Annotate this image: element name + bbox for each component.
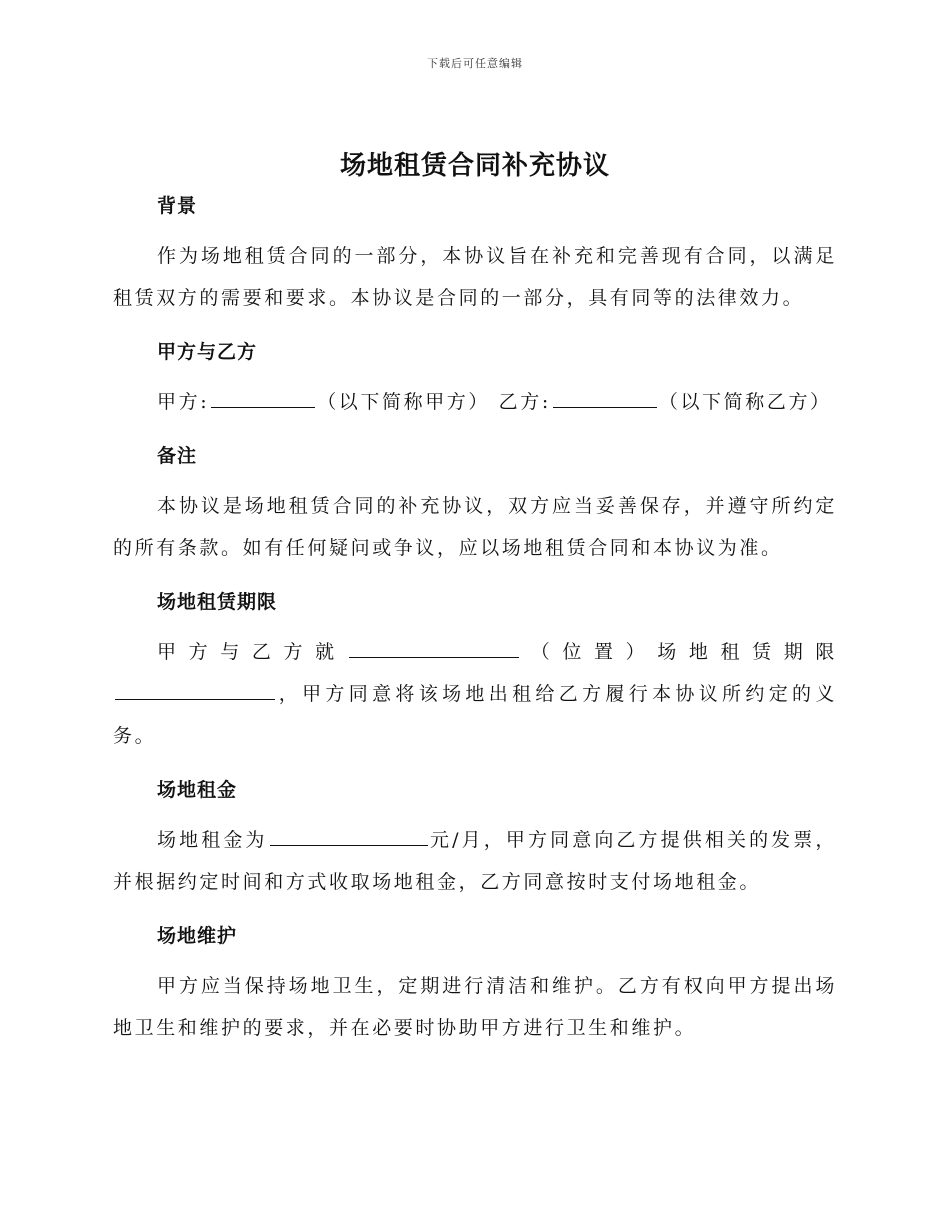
term-text-3: ，甲方同意将该场地出租给乙方履行本协议所约定的义务。 xyxy=(113,683,837,747)
term-text-2: （位置）场地租赁期限 xyxy=(520,641,837,663)
paragraph-term xyxy=(113,631,837,757)
term-blank[interactable] xyxy=(115,675,275,700)
party-b-suffix: （以下简称乙方） xyxy=(658,391,832,413)
party-b-label: 乙方: xyxy=(498,391,551,413)
party-a-suffix: （以下简称甲方） xyxy=(317,391,491,413)
heading-background: 背景 xyxy=(157,195,198,217)
rent-amount-blank[interactable] xyxy=(270,821,428,846)
paragraph-rent xyxy=(113,819,837,903)
party-a-blank[interactable] xyxy=(211,383,315,408)
rent-text-1: 场地租金为 xyxy=(157,829,268,851)
heading-parties: 甲方与乙方 xyxy=(157,341,258,363)
party-b-blank[interactable] xyxy=(553,383,657,408)
paragraph-notes: 本协议是场地租赁合同的补充协议，双方应当妥善保存，并遵守所约定的所有条款。如有任何疑问或争议，应以场地租赁合同和本协议为准。 xyxy=(113,495,837,559)
party-a-label: 甲方: xyxy=(157,391,210,413)
heading-term: 场地租赁期限 xyxy=(157,591,278,613)
heading-notes: 备注 xyxy=(157,445,198,467)
location-blank[interactable] xyxy=(349,633,519,658)
heading-rent: 场地租金 xyxy=(157,779,238,801)
document-body xyxy=(113,185,837,1061)
paragraph-maintenance: 甲方应当保持场地卫生，定期进行清洁和维护。乙方有权向甲方提出场地卫生和维护的要求，并在必要时协助甲方进行卫生和维护。 xyxy=(113,975,837,1039)
term-text-1: 甲方与乙方就 xyxy=(157,641,347,663)
paragraph-background: 作为场地租赁合同的一部分，本协议旨在补充和完善现有合同，以满足租赁双方的需要和要求。本协议是合同的一部分，具有同等的法律效力。 xyxy=(113,245,837,309)
paragraph-parties xyxy=(113,381,837,423)
rent-text-2: 元/月，甲方同意向乙方提供相关的发票，并根据约定时间和方式收取场地租金，乙方同意按时支付场地租金。 xyxy=(113,829,837,893)
document-title: 场地租赁合同补充协议 xyxy=(339,151,610,181)
header-note: 下载后可任意编辑 xyxy=(427,57,523,70)
heading-maintenance: 场地维护 xyxy=(157,925,238,947)
